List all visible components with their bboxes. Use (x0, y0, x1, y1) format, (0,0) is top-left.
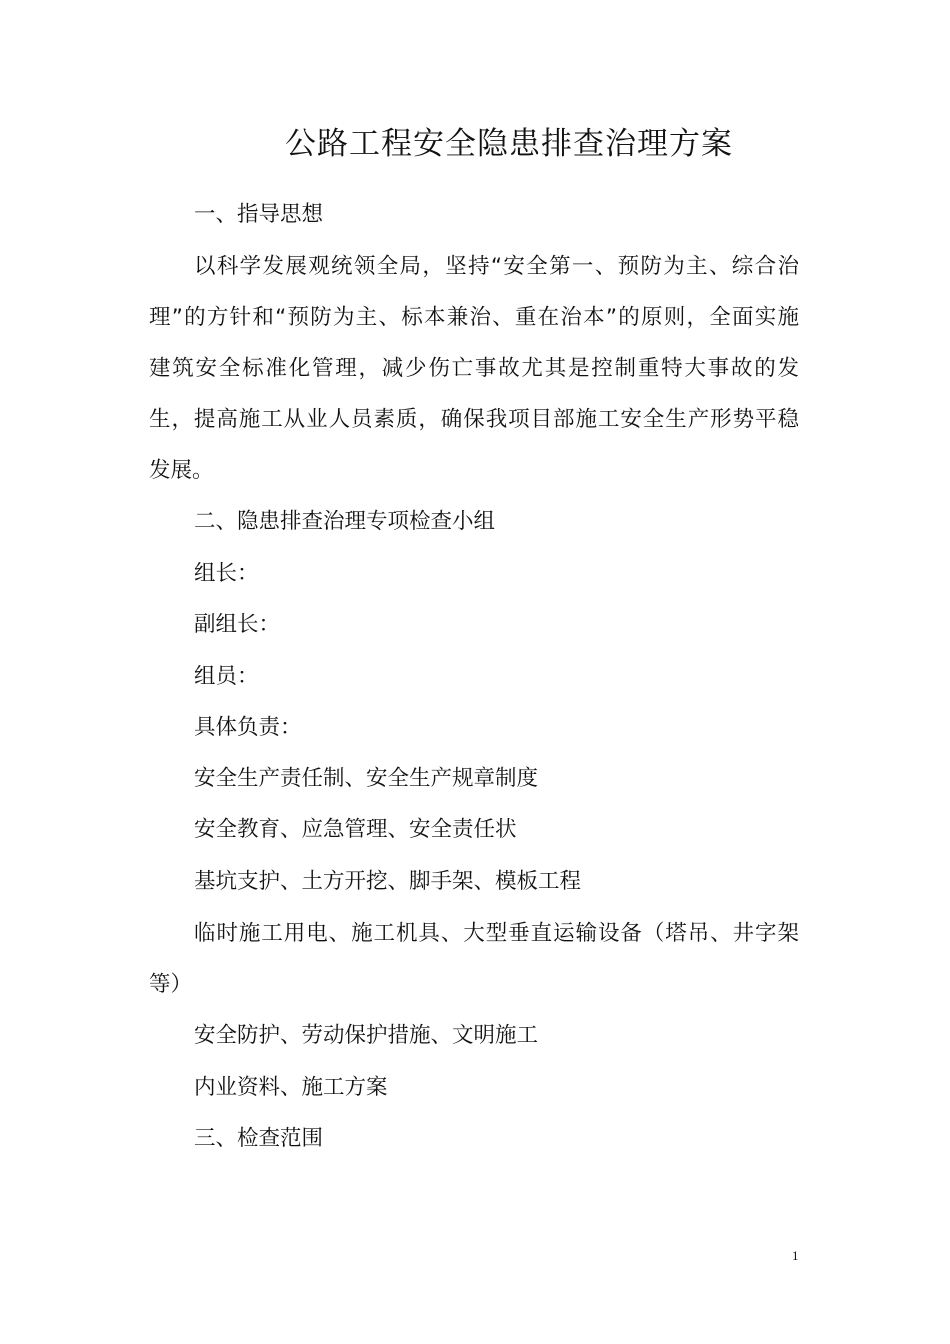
responsibility-item: 安全防护、劳动保护措施、文明施工 (194, 1023, 539, 1048)
paragraph-line: 发展。 (149, 458, 214, 483)
group-leader-label: 组长： (194, 561, 259, 586)
page-number: 1 (792, 1248, 799, 1263)
responsibilities-label: 具体负责： (194, 715, 302, 740)
section-heading-inspection-group: 二、隐患排查治理专项检查小组 (194, 509, 496, 534)
document-title: 公路工程安全隐患排查治理方案 (285, 126, 733, 162)
section-heading-guiding-thought: 一、指导思想 (194, 202, 324, 227)
responsibility-item: 基坑支护、土方开挖、脚手架、模板工程 (194, 869, 582, 894)
paragraph-line: 理”的方针和“预防为主、标本兼治、重在治本”的原则，全面实施 (149, 305, 799, 330)
responsibility-item: 安全教育、应急管理、安全责任状 (194, 817, 517, 842)
deputy-leader-label: 副组长： (194, 612, 281, 637)
responsibility-item: 安全生产责任制、安全生产规章制度 (194, 766, 539, 791)
section-heading-inspection-scope: 三、检查范围 (194, 1126, 324, 1151)
responsibility-item: 内业资料、施工方案 (194, 1075, 388, 1100)
responsibility-item-continued: 等） (149, 972, 193, 997)
paragraph-line: 以科学发展观统领全局，坚持“安全第一、预防为主、综合治 (194, 254, 799, 279)
paragraph-line: 生，提高施工从业人员素质，确保我项目部施工安全生产形势平稳 (149, 407, 799, 432)
responsibility-item: 临时施工用电、施工机具、大型垂直运输设备（塔吊、井字架 (194, 921, 799, 946)
members-label: 组员： (194, 664, 259, 689)
paragraph-line: 建筑安全标准化管理，减少伤亡事故尤其是控制重特大事故的发 (149, 356, 799, 381)
